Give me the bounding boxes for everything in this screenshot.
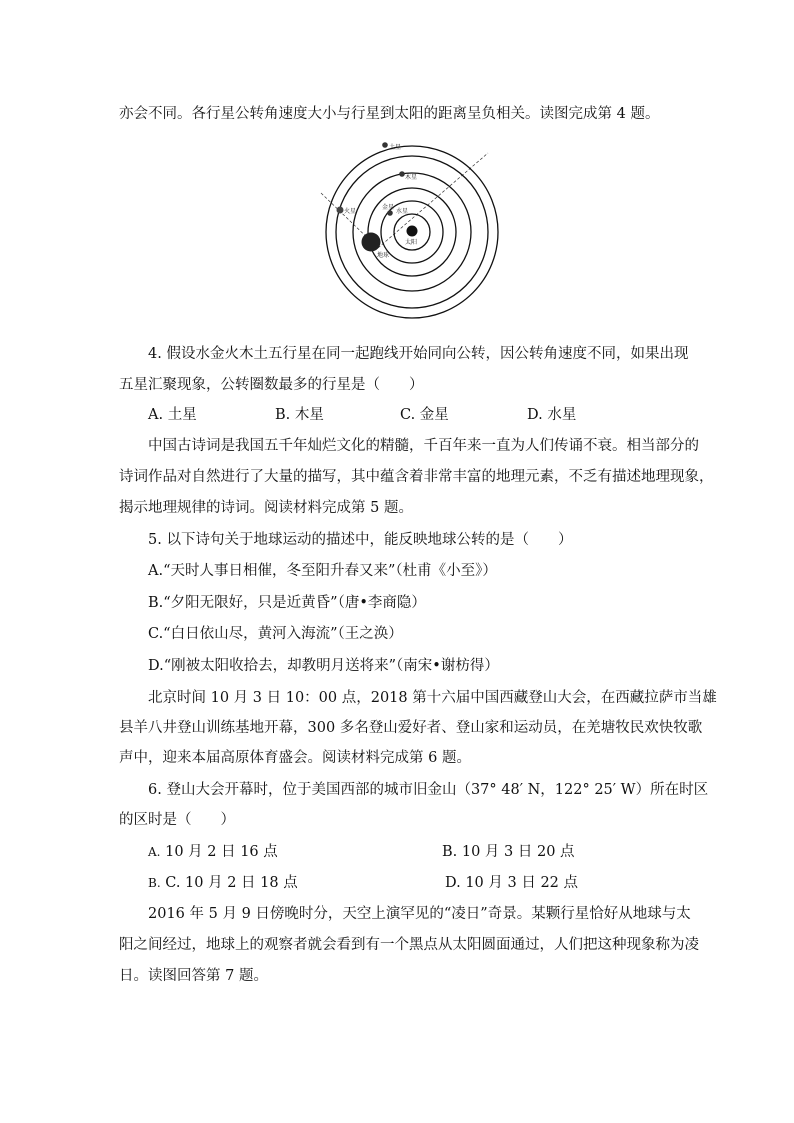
planet-orbit-figure — [316, 130, 506, 320]
mercury-label: 水星 — [396, 208, 409, 215]
question-5-option-c: C.“白日依山尽，黄河入海流”（王之涣） — [148, 626, 403, 642]
question-5-stem: 5. 以下诗句关于地球运动的描述中，能反映地球公转的是（ ） — [148, 532, 573, 548]
earth-dot — [362, 233, 381, 252]
jupiter-dot — [399, 171, 405, 177]
question-4-option-c: C. 金星 — [400, 407, 449, 423]
passage-7-line-1: 2016 年 5 月 9 日傍晚时分，天空上演罕见的“凌日”奇景。某颗行星恰好从地球与太 — [148, 906, 691, 922]
question-6-stem-line-1: 6. 登山大会开幕时，位于美国西部的城市旧金山（37° 48′ N，122° 25′ W）所在时区 — [148, 782, 709, 798]
question-6-option-a-letter: A. — [148, 845, 161, 859]
sun-label: 太阳 — [405, 239, 418, 246]
question-4-option-a: A. 土星 — [148, 407, 197, 423]
question-6-option-a-text: 10 月 2 日 16 点 — [165, 844, 278, 860]
jupiter-label: 木星 — [405, 174, 418, 181]
question-6-option-c — [148, 873, 298, 893]
passage-7-line-2: 阳之间经过，地球上的观察者就会看到有一个黑点从太阳圆面通过，人们把这种现象称为凌 — [119, 937, 699, 953]
passage-5-line-3: 揭示地理规律的诗词。阅读材料完成第 5 题。 — [119, 500, 413, 516]
question-4-stem-line-2: 五星汇聚现象，公转圈数最多的行星是（ ） — [119, 377, 424, 393]
question-4-stem-line-1: 4. 假设水金火木土五行星在同一起跑线开始同向公转，因公转角速度不同，如果出现 — [148, 346, 689, 362]
venus-label: 金星 — [382, 204, 395, 211]
question-6-option-c-text: C. 10 月 2 日 18 点 — [165, 875, 298, 891]
question-6-option-a — [148, 842, 278, 862]
question-6-option-d: D. 10 月 3 日 22 点 — [445, 875, 578, 891]
intro-text-line: 亦会不同。各行星公转角速度大小与行星到太阳的距离呈负相关。读图完成第 4 题。 — [119, 106, 660, 122]
passage-7-line-3: 日。读图回答第 7 题。 — [119, 968, 268, 984]
saturn-dot — [382, 142, 388, 148]
question-5-option-d: D.“刚被太阳收拾去，却教明月送将来”（南宋•谢枋得） — [148, 658, 499, 674]
orbit-diagram — [316, 130, 506, 320]
question-5-option-a: A.“天时人事日相催，冬至阳升春又来”（杜甫《小至》） — [148, 563, 497, 579]
question-6-option-c-letter: B. — [148, 876, 161, 890]
venus-dot — [387, 210, 393, 216]
question-4-option-d: D. 水星 — [527, 407, 577, 423]
sun-dot — [407, 226, 418, 237]
mars-label: 火星 — [344, 208, 357, 215]
question-4-option-b: B. 木星 — [275, 407, 324, 423]
saturn-label: 土星 — [389, 144, 402, 151]
passage-6-line-3: 声中，迎来本届高原体育盛会。阅读材料完成第 6 题。 — [119, 750, 471, 766]
question-5-option-b: B.“夕阳无限好，只是近黄昏”（唐•李商隐） — [148, 595, 426, 611]
mars-dot — [337, 207, 344, 214]
passage-5-line-2: 诗词作品对自然进行了大量的描写，其中蕴含着非常丰富的地理元素，不乏有描述地理现象， — [119, 469, 714, 485]
passage-5-line-1: 中国古诗词是我国五千年灿烂文化的精髓，千百年来一直为人们传诵不衰。相当部分的 — [148, 438, 699, 454]
passage-6-line-2: 县羊八井登山训练基地开幕，300 多名登山爱好者、登山家和运动员，在羌塘牧民欢快牧歌 — [119, 720, 703, 736]
question-6-stem-line-2: 的区时是（ ） — [119, 812, 235, 828]
passage-6-line-1: 北京时间 10 月 3 日 10：00 点，2018 第十六届中国西藏登山大会，在西藏拉萨市当雄 — [148, 690, 717, 706]
question-6-option-b: B. 10 月 3 日 20 点 — [442, 844, 575, 860]
earth-label: 地球 — [377, 252, 390, 259]
